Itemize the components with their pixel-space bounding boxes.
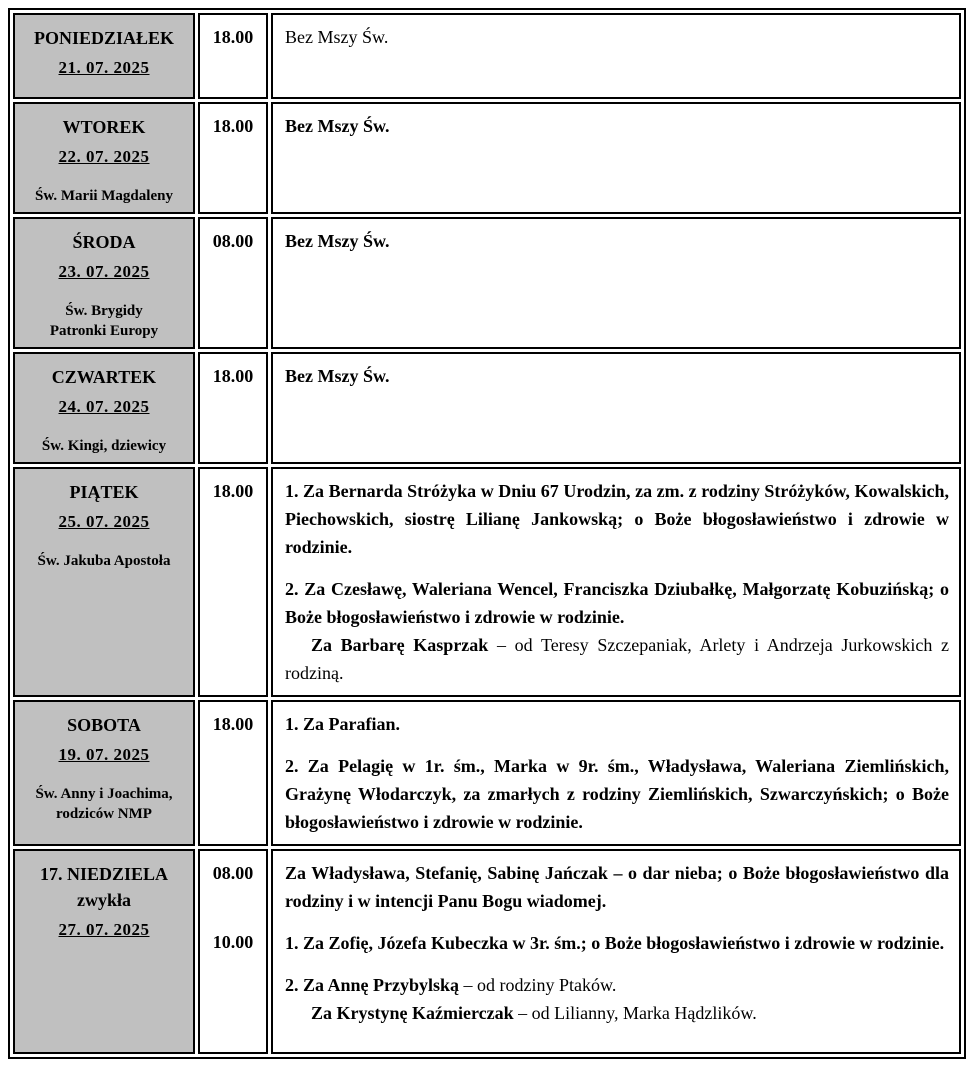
intention-paragraph (285, 23, 949, 51)
intention-paragraph (285, 999, 949, 1027)
intention-text: – od Teresy Szczepaniak, Arlety i Andrzeja Jurkowskich z rodziną. (285, 635, 949, 683)
schedule-row (13, 352, 961, 464)
day-feast-line: Patronki Europy (49, 323, 159, 339)
day-cell (13, 467, 195, 697)
intention-paragraph (285, 710, 949, 738)
intention-paragraph (285, 752, 949, 836)
mass-time: 18.00 (212, 116, 254, 136)
day-name: 17. NIEDZIELA (39, 864, 169, 884)
intention-text: Bez Mszy Św. (285, 27, 389, 47)
day-feast (20, 436, 188, 456)
day-date: 21. 07. 2025 (58, 58, 150, 77)
time-cell (198, 102, 268, 214)
mass-schedule-table (8, 8, 966, 1059)
intention-text: 2. Za Annę Przybylską (285, 975, 464, 995)
mass-time: 18.00 (212, 27, 254, 47)
intention-paragraph (285, 112, 949, 140)
intention-text: 1. Za Parafian. (285, 714, 400, 734)
day-date: 24. 07. 2025 (58, 397, 150, 416)
intentions-cell (271, 13, 961, 99)
day-cell (13, 217, 195, 349)
intentions-cell (271, 467, 961, 697)
intention-paragraph (285, 859, 949, 915)
intention-text: Za Krystynę Kaźmierczak (311, 1003, 519, 1023)
mass-time: 08.00 (212, 231, 254, 251)
day-date: 25. 07. 2025 (58, 512, 150, 531)
schedule-row (13, 467, 961, 697)
intention-text: 1. Za Bernarda Stróżyka w Dniu 67 Urodzin, za zm. z rodziny Stróżyków, Kowalskich, Piechowskich, siostrę Lilianę Jankowską; o Boże błogosławieństwo i zdrowie w rodzinie. (285, 481, 949, 557)
schedule-row (13, 13, 961, 99)
day-feast-line: Św. Anny i Joachima, (35, 786, 173, 802)
day-name: ŚRODA (72, 232, 136, 252)
day-cell (13, 849, 195, 1054)
time-cell (198, 700, 268, 846)
intention-text: 2. Za Czesławę, Waleriana Wencel, Franciszka Dziubałkę, Małgorzatę Kobuzińską; o Boże błogosławieństwo i zdrowie w rodzinie. (285, 579, 949, 627)
schedule-row (13, 700, 961, 846)
time-cell (198, 849, 268, 1054)
day-cell (13, 13, 195, 99)
intention-paragraph (285, 575, 949, 631)
time-cell (198, 13, 268, 99)
intentions-cell (271, 217, 961, 349)
intention-text: – od Lilianny, Marka Hądzlików. (518, 1003, 757, 1023)
intention-text: Bez Mszy Św. (285, 366, 390, 386)
intention-paragraph (285, 362, 949, 390)
day-feast-line: Św. Brygidy (65, 303, 143, 319)
intentions-cell (271, 102, 961, 214)
day-date: 23. 07. 2025 (58, 262, 150, 281)
day-name: SOBOTA (67, 715, 141, 735)
intentions-cell (271, 849, 961, 1054)
intention-text: – od rodziny Ptaków. (463, 975, 617, 995)
schedule-body (13, 13, 961, 1054)
schedule-row (13, 102, 961, 214)
time-cell (198, 467, 268, 697)
intention-paragraph (285, 929, 949, 957)
day-name: PONIEDZIAŁEK (33, 28, 175, 48)
schedule-row (13, 849, 961, 1054)
day-feast-line: rodziców NMP (56, 806, 152, 822)
day-cell (13, 352, 195, 464)
mass-time: 18.00 (212, 366, 254, 386)
day-date: 19. 07. 2025 (58, 745, 150, 764)
intention-paragraph (285, 227, 949, 255)
time-cell (198, 352, 268, 464)
day-name: CZWARTEK (51, 367, 157, 387)
intention-text: Bez Mszy Św. (285, 116, 390, 136)
day-name: WTOREK (62, 117, 146, 137)
intentions-cell (271, 700, 961, 846)
day-feast-line: Św. Jakuba Apostoła (37, 553, 171, 569)
intention-paragraph (285, 971, 949, 999)
mass-time: 08.00 (212, 863, 254, 883)
day-feast-line: Św. Marii Magdaleny (35, 188, 173, 204)
time-cell (198, 217, 268, 349)
day-feast (20, 186, 188, 206)
day-date: 22. 07. 2025 (58, 147, 150, 166)
intention-paragraph (285, 477, 949, 561)
mass-time: 18.00 (212, 714, 254, 734)
intention-text: Za Władysława, Stefanię, Sabinę Jańczak – o dar nieba; o Boże błogosławieństwo dla rodziny i w intencji Panu Bogu wiadomej. (285, 863, 949, 911)
intention-text: Za Barbarę Kasprzak (311, 635, 497, 655)
intention-text: 2. Za Pelagię w 1r. śm., Marka w 9r. śm., Władysława, Waleriana Ziemlińskich, Grażynę Włodarczyk, za zmarłych z rodziny Ziemlińskich, Szwarczyńskich; o Boże błogosławieństwo i zdrowie w rodzinie. (285, 756, 949, 832)
schedule-row (13, 217, 961, 349)
day-feast-line: Św. Kingi, dziewicy (41, 438, 167, 454)
mass-time: 18.00 (212, 481, 254, 501)
day-feast (20, 784, 188, 824)
mass-time: 10.00 (212, 932, 254, 952)
day-feast (20, 301, 188, 341)
intention-paragraph (285, 631, 949, 687)
intention-text: 1. Za Zofię, Józefa Kubeczka w 3r. śm.; o Boże błogosławieństwo i zdrowie w rodzinie. (285, 933, 945, 953)
day-cell (13, 700, 195, 846)
day-name: PIĄTEK (69, 482, 139, 502)
day-name: zwykła (77, 890, 131, 910)
intentions-cell (271, 352, 961, 464)
day-cell (13, 102, 195, 214)
day-date: 27. 07. 2025 (58, 920, 150, 939)
day-feast (20, 551, 188, 571)
intention-text: Bez Mszy Św. (285, 231, 390, 251)
